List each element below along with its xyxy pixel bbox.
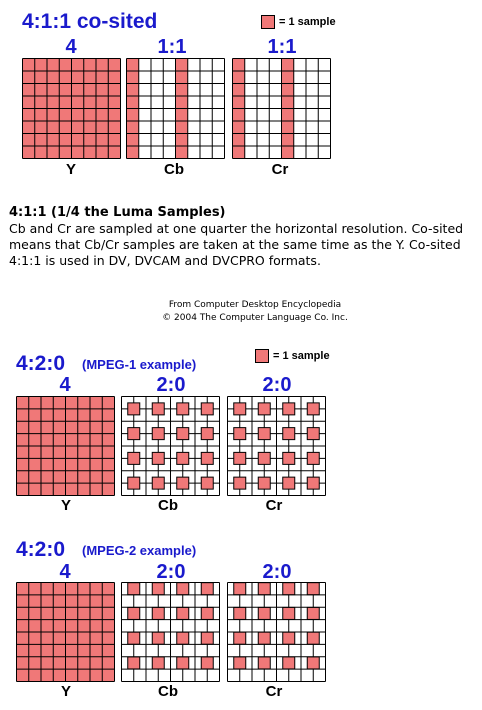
chroma-sample [283, 428, 295, 440]
chroma-sample [201, 657, 213, 669]
chroma-sample [152, 583, 164, 595]
section3-channel-cb: Cb [158, 683, 178, 700]
section2-title: 4:2:0 [16, 352, 66, 375]
section2-label-cr: 2:0 [262, 374, 292, 396]
chroma-sample [258, 403, 270, 415]
legend-text-1: = 1 sample [279, 16, 336, 28]
section3-channel-cr: Cr [265, 683, 283, 700]
legend-text-2: = 1 sample [273, 350, 330, 362]
chroma-sample [152, 428, 164, 440]
chroma-sample [152, 657, 164, 669]
grid-mpeg2-cr [227, 582, 326, 682]
chroma-sample [201, 477, 213, 489]
section3-subtitle: (MPEG-2 example) [82, 543, 197, 558]
chroma-sample [258, 607, 270, 619]
chroma-sample [234, 428, 246, 440]
chroma-sample [201, 403, 213, 415]
chroma-sample [258, 452, 270, 464]
legend-swatch-1 [261, 15, 275, 29]
chroma-sample [177, 607, 189, 619]
chroma-sample [283, 477, 295, 489]
chroma-sample [283, 632, 295, 644]
chroma-sample [307, 428, 319, 440]
chroma-sample [234, 477, 246, 489]
chroma-sample [283, 607, 295, 619]
chroma-sample [152, 403, 164, 415]
chroma-sample [307, 583, 319, 595]
chroma-sample [177, 452, 189, 464]
description-body: Cb and Cr are sampled at one quarter the horizontal resolution. Co-sited means that Cb/Cr samples are taken at the same time as the Y. Co-sited 4:1:1 is used in DV, DVCAM and DVCPRO formats. [9, 221, 464, 268]
chroma-sample [234, 657, 246, 669]
section1-label-y: 4 [65, 36, 77, 58]
grid-mpeg1-y [16, 396, 115, 496]
chroma-sample [307, 403, 319, 415]
chroma-sample [283, 657, 295, 669]
grid-mpeg1-cb [121, 396, 220, 496]
section1-channel-cr: Cr [271, 161, 289, 178]
chroma-sample [152, 632, 164, 644]
section3-channel-y: Y [60, 683, 71, 700]
chroma-sample [283, 583, 295, 595]
section2-label-cb: 2:0 [156, 374, 186, 396]
section1-channel-cb: Cb [164, 161, 184, 178]
chroma-sample [177, 632, 189, 644]
section1-title: 4:1:1 co-sited [22, 10, 158, 33]
chroma-sample [128, 477, 140, 489]
description-heading: 4:1:1 (1/4 the Luma Samples) [9, 205, 226, 220]
grid-411-cr [232, 58, 331, 159]
chroma-sample [234, 583, 246, 595]
chroma-sample [258, 583, 270, 595]
chroma-sample [152, 452, 164, 464]
chroma-sample [307, 477, 319, 489]
chroma-sample [128, 452, 140, 464]
chroma-sample [177, 403, 189, 415]
section3-label-cr: 2:0 [262, 561, 292, 583]
section2-channel-cr: Cr [265, 497, 283, 514]
grid-411-y [22, 58, 121, 159]
section2-subtitle: (MPEG-1 example) [82, 357, 197, 372]
chroma-sample [234, 607, 246, 619]
chroma-sample [201, 607, 213, 619]
section3-label-y: 4 [59, 561, 71, 583]
section3-title: 4:2:0 [16, 538, 66, 561]
section1-channel-y: Y [65, 161, 76, 178]
chroma-sample [201, 632, 213, 644]
chroma-sample [307, 632, 319, 644]
chroma-sample [234, 403, 246, 415]
chroma-sample [307, 657, 319, 669]
credit-line-2: © 2004 The Computer Language Co. Inc. [162, 313, 348, 323]
section2-channel-y: Y [60, 497, 71, 514]
chroma-sample [201, 428, 213, 440]
chroma-sample [177, 657, 189, 669]
legend-swatch-2 [255, 349, 269, 363]
section2-channel-cb: Cb [158, 497, 178, 514]
chroma-sample [283, 403, 295, 415]
chroma-sample [177, 477, 189, 489]
chroma-sample [258, 632, 270, 644]
section2-label-y: 4 [59, 374, 71, 396]
chroma-sample [234, 452, 246, 464]
chroma-sample [201, 452, 213, 464]
chroma-sample [152, 477, 164, 489]
chroma-sample [258, 477, 270, 489]
chroma-sample [152, 607, 164, 619]
chroma-sample [258, 428, 270, 440]
grid-mpeg2-cb [121, 582, 220, 682]
chroma-sample [128, 428, 140, 440]
chroma-sample [128, 583, 140, 595]
section3-label-cb: 2:0 [156, 561, 186, 583]
chroma-sample [177, 583, 189, 595]
chroma-sample [128, 607, 140, 619]
section1-label-cr: 1:1 [267, 36, 297, 58]
chroma-sample [283, 452, 295, 464]
chroma-sample [201, 583, 213, 595]
chroma-sample [258, 657, 270, 669]
chroma-sample [307, 452, 319, 464]
chroma-sample [128, 657, 140, 669]
grid-411-cb [126, 58, 225, 159]
chroma-sample [234, 632, 246, 644]
grid-mpeg1-cr [227, 396, 326, 496]
credit-line-1: From Computer Desktop Encyclopedia [168, 300, 342, 310]
section1-label-cb: 1:1 [157, 36, 187, 58]
chroma-sample [177, 428, 189, 440]
chroma-sample [307, 607, 319, 619]
grid-mpeg2-y [16, 582, 115, 682]
chroma-sample [128, 632, 140, 644]
chroma-sample [128, 403, 140, 415]
